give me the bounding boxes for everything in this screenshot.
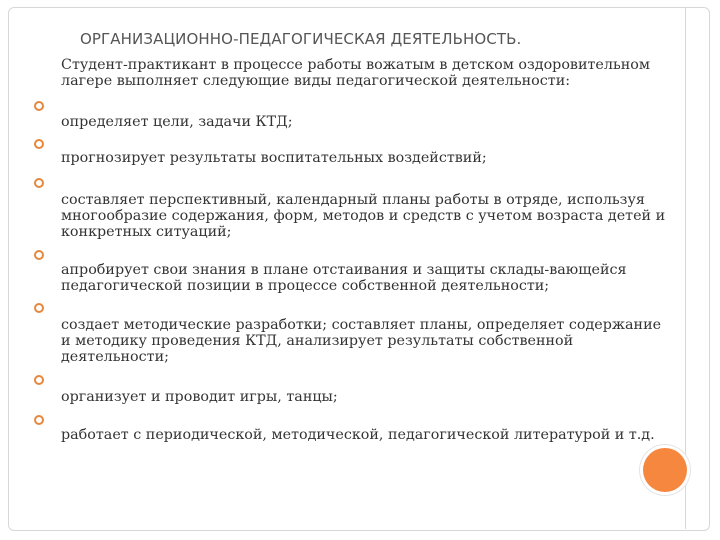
bullet-circle-icon [34, 178, 44, 188]
slide-title: ОРГАНИЗАЦИОННО-ПЕДАГОГИЧЕСКАЯ ДЕЯТЕЛЬНОСТЬ. [80, 30, 522, 48]
bullet-circle-icon [34, 101, 44, 111]
list-item-1: определяет цели, задачи КТД; [61, 114, 293, 130]
list-item-5: создает методические разработки; составляет планы, определяет содержание и методику проведения КТД, анализирует результаты собственной деятельности; [61, 317, 662, 365]
bullet-circle-icon [34, 139, 44, 149]
bullet-circle-icon [34, 250, 44, 260]
bullet-circle-icon [34, 303, 44, 313]
slide-right-rail [685, 7, 686, 529]
bullet-circle-icon [34, 375, 44, 385]
orange-circle-decoration [643, 448, 687, 492]
list-item-3: составляет перспективный, календарный планы работы в отряде, используя многообразие содержания, форм, методов и средств с учетом возраста детей и конкретных ситуаций; [61, 192, 666, 240]
list-item-2: прогнозирует результаты воспитательных воздействий; [61, 150, 487, 166]
list-item-6: организует и проводит игры, танцы; [61, 389, 338, 405]
list-item-4: апробирует свои знания в плане отстаивания и защиты склады-вающейся педагогической позиции в процессе собственной деятельности; [61, 262, 627, 294]
list-item-7: работает с периодической, методической, педагогической литературой и т.д. [61, 427, 655, 443]
intro-paragraph: Студент-практикант в процессе работы вожатым в детском оздоровительном лагере выполняет следующие виды педагогической деятельности: [61, 57, 651, 89]
bullet-circle-icon [34, 415, 44, 425]
